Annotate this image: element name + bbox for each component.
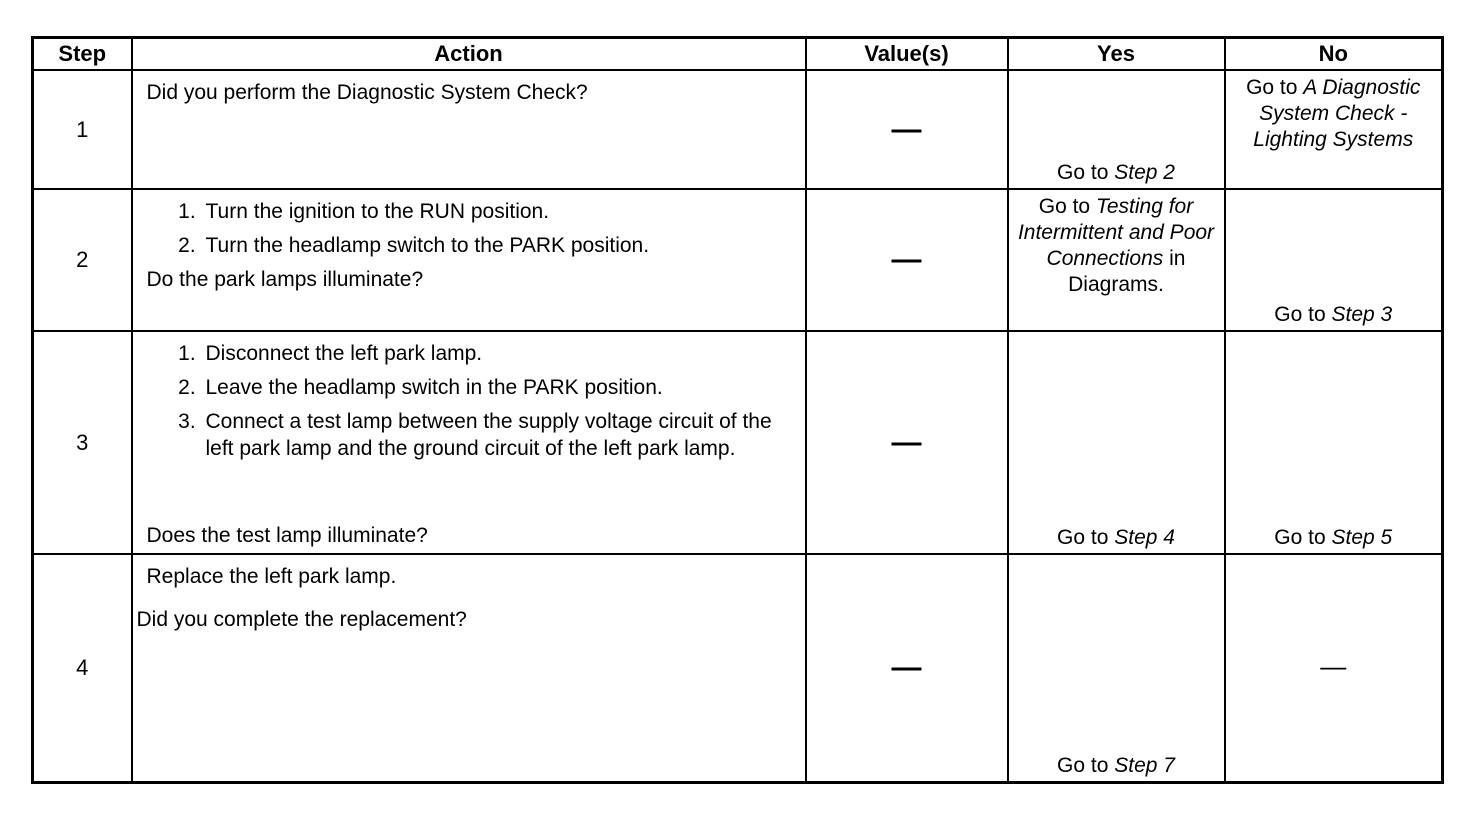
step-number: 1 xyxy=(33,70,132,188)
no-prefix: Go to xyxy=(1274,302,1332,326)
action-question: Did you complete the replacement? xyxy=(136,607,467,631)
value-cell: — xyxy=(806,554,1008,783)
header-action: Action xyxy=(132,38,806,71)
yes-link[interactable]: Step 4 xyxy=(1114,525,1175,549)
no-cell: — xyxy=(1225,554,1443,783)
yes-cell xyxy=(1008,70,1225,188)
action-item: 1. Turn the ignition to the RUN position. xyxy=(202,198,795,225)
table-row xyxy=(33,331,1443,554)
table-row xyxy=(33,70,1443,188)
action-list xyxy=(147,198,795,259)
yes-prefix: Go to xyxy=(1057,754,1115,777)
header-row xyxy=(33,38,1443,71)
yes-prefix: Go to xyxy=(1057,160,1115,184)
action-list xyxy=(147,340,795,462)
value-cell: — xyxy=(806,70,1008,188)
action-item: 3. Connect a test lamp between the supply voltage circuit of the left park lamp and the ground circuit of the left park lamp. xyxy=(202,408,795,462)
action-item: 2. Turn the headlamp switch to the PARK position. xyxy=(202,232,795,259)
value-cell: — xyxy=(806,331,1008,554)
action-cell xyxy=(132,189,806,331)
step-number: 3 xyxy=(33,331,132,554)
yes-cell xyxy=(1008,189,1225,331)
no-link[interactable]: A Diagnostic System Check - Lighting Systems xyxy=(1253,76,1421,152)
diagnostic-table xyxy=(31,36,1444,784)
action-question: Did you perform the Diagnostic System Check? xyxy=(146,81,588,105)
no-cell xyxy=(1225,189,1443,331)
action-instruction: Replace the left park lamp. xyxy=(146,564,397,588)
yes-link[interactable]: Step 7 xyxy=(1114,754,1175,777)
no-cell xyxy=(1225,331,1443,554)
action-cell xyxy=(132,554,806,783)
yes-cell xyxy=(1008,331,1225,554)
header-values: Value(s) xyxy=(806,38,1008,71)
header-no: No xyxy=(1225,38,1443,71)
no-prefix: Go to xyxy=(1274,525,1332,549)
table-row xyxy=(33,189,1443,331)
action-item: 1. Disconnect the left park lamp. xyxy=(202,340,795,367)
step-number: 4 xyxy=(33,554,132,783)
yes-prefix: Go to xyxy=(1038,194,1096,218)
value-cell: — xyxy=(806,189,1008,331)
action-item: 2. Leave the headlamp switch in the PARK position. xyxy=(202,374,795,401)
yes-link[interactable]: Testing for Intermittent and Poor Connections xyxy=(1017,194,1215,270)
no-cell xyxy=(1225,70,1443,188)
yes-prefix: Go to xyxy=(1057,525,1115,549)
yes-link[interactable]: Step 2 xyxy=(1114,160,1175,184)
step-number: 2 xyxy=(33,189,132,331)
table-row xyxy=(33,554,1443,783)
no-link[interactable]: Step 3 xyxy=(1331,302,1393,326)
yes-suffix: in Diagrams. xyxy=(1068,246,1186,296)
action-cell xyxy=(132,70,806,188)
yes-cell xyxy=(1008,554,1225,783)
no-prefix: Go to xyxy=(1246,76,1304,100)
no-link[interactable]: Step 5 xyxy=(1331,525,1393,549)
action-question: Does the test lamp illuminate? xyxy=(146,523,428,547)
header-step: Step xyxy=(33,38,132,71)
action-cell xyxy=(132,331,806,554)
header-yes: Yes xyxy=(1008,38,1225,71)
action-question: Do the park lamps illuminate? xyxy=(146,267,424,291)
